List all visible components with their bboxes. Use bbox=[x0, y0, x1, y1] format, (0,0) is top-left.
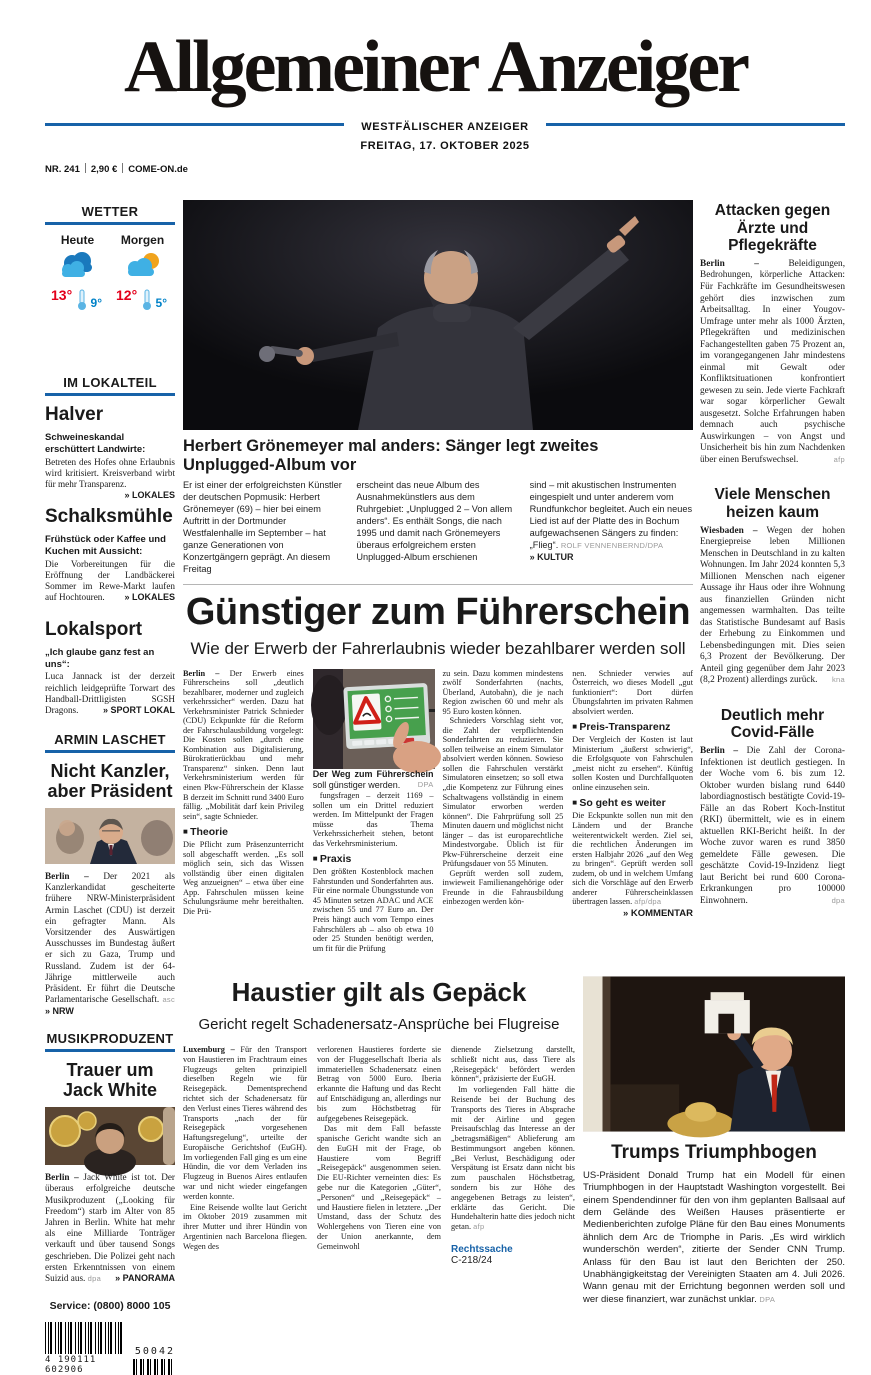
article-col-3 bbox=[451, 1045, 575, 1266]
section-ref: » KOMMENTAR bbox=[622, 907, 693, 919]
caption-col-3 bbox=[530, 480, 693, 576]
left-sidebar bbox=[45, 192, 175, 1375]
dateline: Wiesbaden – bbox=[700, 525, 758, 536]
date-label: FREITAG, 17. OKTOBER 2025 bbox=[360, 140, 530, 153]
article-subhead: ■ Theorie bbox=[183, 826, 304, 838]
case-label: Rechtssache bbox=[451, 1243, 513, 1255]
local-item-title: Schalksmühle bbox=[45, 505, 173, 527]
groenemeyer-headline: Herbert Grönemeyer mal anders: Sänger legt zweites Unplugged-Album vor bbox=[183, 437, 599, 474]
tomorrow-low-temp: 5° bbox=[155, 296, 167, 310]
article-text: Im vorliegenden Fall hätte die Reisende bei der Buchung des Transports des Tieres in Absprache mit der Airline und gegen Preisaufschlag das Interesse an der „betragsmäßigen“ Ablieferung am Bestimmungsort angeben können. „Bei Verlust, Beschädigung oder Verspätung ist Ersatz dann nicht bis zum pauschalen Höchstbetrag, sondern bis zur Höhe des angegebenen Betrags zu leisten“, erklärte das Gericht. Die Hundehalterin hatte dies jedoch nicht getan. bbox=[451, 1085, 575, 1232]
weather-today-label: Heute bbox=[60, 233, 95, 247]
article-text: Schnieders Vorschlag sieht vor, die Zahl der verpflichtenden Sonderfahrten zu reduzieren. Sie sollen teilweise an einem Simulator absolviert werden können. Sowieso sollen die Fahrschulen verstärkt Simulatoren einsetzen; so soll etwa „die Kompetenz zur Führung eines Schaltwagens vollständig in einem Simulator erworben werden können“. Die Fahrprüfung soll 25 Minuten dauern und möglichst nicht länger – das ist europarechtliche Mindestvorgabe. Üblich ist für Pkw-Führerscheine derzeit eine Prüfungsdauer von 55 Minuten. bbox=[442, 716, 564, 869]
groenemeyer-photo bbox=[183, 200, 693, 430]
article-text: Für den Transport von Haustieren im Frachtraum eines Flugzeugs gelten prinzipiell dieselben Regeln wie für Reisegepäck. Dementsprechend richtet sich der Schadenersatz für den Verlust eines Tieres während des Transports „nach der für Reisegepäck vorgesehenen Haftungsregelung“, urteilte der Europäische Gerichtshof (EuGH). Im vorliegenden Fall ging es um eine Hündin, die vor dem Verladen ins Flugzeug in Buenos Aires entlaufen war und nicht wieder eingefangen werden konnte. bbox=[183, 1045, 307, 1201]
right-article-heizen bbox=[700, 486, 845, 687]
photo-caption bbox=[313, 769, 434, 792]
issue-number: NR. 241 bbox=[45, 164, 80, 175]
article-subhead: ■ So geht es weiter bbox=[572, 797, 693, 809]
article-text: Die Zahl der Corona-Infektionen ist deutlich gestiegen. In der Woche vom 6. bis zum 12. Oktober wurden bislang rund 6440 labordiagnostisch bestätigte Covid-19-Fälle an das Robert Koch-Institut (RKI) übermittelt, wie es in einem aktuellen RKI-Bericht heißt. In der Woche zuvor waren es rund 3850 gemeldete Fälle gewesen. Die geschätzte Covid-19-Inzidenz liegt laut Bericht bei rund 600 Corona-Erkrankungen pro 100000 Einwohnern. bbox=[700, 746, 846, 906]
groenemeyer-caption bbox=[183, 480, 693, 576]
article-text: Eine Reisende wollte laut Gericht im Oktober 2019 zusammen mit ihrer Mutter und ihrer Hündin von Argentinien nach Barcelona fliegen. Wegen des bbox=[183, 1202, 307, 1251]
local-item-body: Die Vorbereitungen für die Eröffnung der Landbäckerei Sommer im Rewe-Markt laufen auf Hochtouren. bbox=[45, 558, 175, 602]
musik-kicker: MUSIKPRODUZENT bbox=[45, 1031, 175, 1052]
weather-section bbox=[45, 204, 175, 317]
tablet-photo bbox=[313, 669, 434, 769]
thermometer-icon bbox=[77, 289, 87, 311]
agency-credit: dpa bbox=[831, 895, 845, 905]
dateline: Berlin – bbox=[45, 870, 89, 881]
agency-credit: asc bbox=[162, 995, 176, 1005]
dateline: Berlin – bbox=[45, 1172, 79, 1183]
article-text: Den größten Kostenblock machen Fahrstunden und Sonderfahrten aus. Für eine normale Übungsstunde von 45 Minuten setzen ADAC und ACE zwischen 55 und 77 Euro an. Der Preis hängt auch vom Tempo eines Fahrschülers ab – also ob etwa 10 oder 25 Stunden benötigt werden, um fit für die Prüfung bbox=[312, 867, 434, 953]
article-subhead: ■ Preis-Transparenz bbox=[572, 721, 693, 733]
caption-col-2: erscheint das neue Album des Ausnahmekünstlers aus dem Ruhrgebiet: „Unplugged 2 – Von allem anders“. Es enthält Songs, die nach 1995 und damit nach Grönemeyers überaus erfolgreichem ersten Unplugged-Album erschienen bbox=[356, 480, 513, 562]
article-text: Der Vergleich der Kosten ist laut Ministerium „äußerst schwierig“, die Erfolgsquote von Fahrschulen „meist nicht zu ersehen“. Künftig sollen Kosten und Durchfallquoten online einzusehen sein. bbox=[572, 735, 693, 792]
laschet-kicker: ARMIN LASCHET bbox=[45, 732, 175, 753]
lokalteil-kicker: IM LOKALTEIL bbox=[45, 375, 175, 396]
case-reference bbox=[451, 1244, 575, 1266]
case-number: C-218/24 bbox=[451, 1254, 493, 1266]
laschet-teaser bbox=[45, 732, 175, 1017]
weather-kicker: WETTER bbox=[45, 204, 175, 225]
article-col-2 bbox=[317, 1045, 441, 1266]
haustier-headline: Haustier gilt als Gepäck bbox=[231, 977, 527, 1008]
laschet-body: Der 2021 als Kanzlerkandidat gescheiterte frühere NRW-Ministerpräsident Armin Laschet (CDU) ist derzeit ein gefragter Mann. Als Vorsitzender des Auswärtigen Ausschusses im Bundestag äußert er sich zu Gaza, Trump und Russland. Zudem ist der 64-Jährige mittlerweile auch Präsident. Er führt die Deutsche Parlamentarische Gesellschaft. bbox=[45, 870, 176, 1005]
barcode-bars-icon bbox=[45, 1322, 123, 1354]
agency-credit: kna bbox=[832, 675, 845, 685]
article-title: Attacken gegen Ärzte und Pflegekräfte bbox=[714, 202, 831, 255]
section-ref: » KULTUR bbox=[529, 551, 574, 562]
right-article-covid bbox=[700, 707, 845, 908]
issue-line bbox=[45, 163, 188, 175]
tomorrow-high-temp: 12° bbox=[116, 287, 138, 303]
local-item-lead: Frühstück oder Kaffee und Kuchen mit Aussicht: bbox=[45, 533, 166, 557]
haustier-article bbox=[183, 961, 575, 1306]
article-text: verlorenen Haustieres forderte sie von der Fluggesellschaft Iberia als immateriellen Schadenersatz einen Betrag von 5000 Euro. Iberia erkannte die Haftung und das Recht auf Entschädigung an, allerdings nur bis zum Höchstbetrag für aufgegebenes Reisegepäck. bbox=[317, 1045, 441, 1123]
fuehrerschein-article bbox=[183, 591, 693, 953]
price: 2,90 € bbox=[90, 164, 118, 175]
caption-col-3-text: sind – mit akustischen Instrumenten eingespielt und unter anderem vom Rundfunkchor begleitet. Auch ein neues Lied ist auf der Platte des in Bochum aufgewachsenen Sängers zu finden: „Flieg“. bbox=[529, 480, 693, 550]
trump-photo bbox=[583, 975, 845, 1133]
caption-text: soll günstiger werden. bbox=[312, 779, 401, 790]
barcode-digits: 4 190111 602906 bbox=[45, 1355, 97, 1375]
list-item bbox=[45, 619, 175, 716]
article-text: Die Eckpunkte sollen nun mit den Ländern und der Branche weiterentwickelt werden. Ziel sei, die rechtlichen Änderungen im ersten Halbjahr 2026 „auf den Weg zu bringen“. Geprüft werden soll zudem, ob und in welchem Umfang sich die Vorschläge auf den Erwerb anderer Führerscheinklassen übertragen lassen. bbox=[572, 811, 693, 907]
haustier-subhead: Gericht regelt Schadenersatz-Ansprüche bei Flugreise bbox=[198, 1016, 560, 1034]
agency-credit: afp bbox=[473, 1222, 485, 1232]
trump-article bbox=[583, 961, 845, 1306]
section-ref: » LOKALES bbox=[124, 591, 175, 602]
agency-credit: afp bbox=[833, 454, 845, 464]
edition-label: WESTFÄLISCHER ANZEIGER bbox=[361, 121, 529, 133]
masthead-rule-left bbox=[45, 123, 344, 126]
masthead bbox=[0, 0, 871, 192]
agency-credit: dpa bbox=[87, 1274, 102, 1284]
section-ref: » LOKALES bbox=[124, 489, 175, 500]
article-col-4 bbox=[572, 669, 693, 953]
website: COME-ON.de bbox=[128, 164, 188, 175]
dateline: Berlin – bbox=[183, 668, 220, 678]
article-text: nen. Schnieder verwies auf Österreich, wo dieses Modell „gut funktioniert“: Dort dürfen Übungsfahrten im privaten Rahmen absolviert werden. bbox=[572, 668, 693, 716]
newspaper-title: Allgemeiner Anzeiger bbox=[124, 26, 747, 108]
local-item-lead: Schweineskandal erschüttert Landwirte: bbox=[45, 432, 146, 455]
local-item-title: Halver bbox=[45, 404, 104, 425]
article-text: dienende Zielsetzung darstellt, schließt nicht aus, dass Tiere als ‚Reisegepäck‘ befördert werden können“, präzisierte der EuGH. bbox=[451, 1045, 575, 1084]
page-title: Günstiger zum Führerschein bbox=[185, 590, 691, 633]
caption-bold: Der Weg zum Führerschein bbox=[312, 768, 434, 779]
dateline: Berlin – bbox=[700, 258, 759, 269]
agency-credit: DPA bbox=[759, 1294, 776, 1304]
lokalteil-section bbox=[45, 375, 175, 716]
cloudy-icon bbox=[54, 250, 102, 282]
musik-teaser bbox=[45, 1031, 175, 1375]
local-item-title: Lokalsport bbox=[45, 618, 143, 640]
right-article-attacken bbox=[700, 202, 845, 466]
dateline: Luxemburg – bbox=[183, 1045, 235, 1055]
local-item-body: Betreten des Hofes ohne Erlaubnis wird kritisiert. Kreisverband wirbt für mehr Transparenz. bbox=[45, 456, 175, 489]
photo-credit: ROLF VENNENBERND/DPA bbox=[560, 540, 664, 550]
article-col-1 bbox=[183, 1045, 307, 1266]
dateline: Berlin – bbox=[700, 746, 738, 757]
barcode-code: 50042 bbox=[134, 1346, 175, 1358]
laschet-title: Nicht Kanzler, aber Präsident bbox=[47, 760, 173, 801]
today-low-temp: 9° bbox=[90, 296, 102, 310]
article-text: Die Pflicht zum Präsenzunterricht soll abgeschafft werden. „Es soll möglich sein, sich das Wissen vollständig über einen digitalen Weg anzueignen“ – etwa über eine App. Fahrschulen müssen keine Schulungsräume mehr bereithalten. Die Prü- bbox=[183, 840, 304, 916]
caption-col-1: Er ist einer der erfolgreichsten Künstler der deutschen Popmusik: Herbert Grönemeyer (69) – hier bei einem Auftritt in der Dortmunder Westfalenhalle im September – hat ganze Generationen von Konzertgängern geprägt. An diesem Freitag bbox=[183, 480, 342, 574]
laschet-photo bbox=[45, 808, 175, 864]
agency-credit: afp/dpa bbox=[634, 897, 662, 907]
fuehrerschein-subhead: Wie der Erwerb der Fahrerlaubnis wieder bezahlbarer werden soll bbox=[190, 638, 686, 658]
article-col-1 bbox=[183, 669, 304, 953]
thermometer-icon bbox=[142, 289, 152, 311]
list-item bbox=[45, 506, 175, 603]
article-text: Wegen der hohen Energiepreise leben Millionen Menschen in Deutschland in zu kalten Wohnungen. Im Jahr 2024 konnten 5,3 Millionen Menschen nach eigener Aussage ihr Haus oder ihre Wohnung aus finanziellen Gründen nicht angemessen warmhalten. Das teilte das Statistische Bundesamt auf Basis der Erhebung zu Einkommen und Lebensbedingungen mit. Dies seien 6,3 Prozent der Bevölkerung. Der Anteil ging gegenüber dem Jahr 2023 (8,2 Prozent) allerdings zurück. bbox=[700, 525, 845, 686]
section-ref: » PANORAMA bbox=[115, 1273, 175, 1284]
today-high-temp: 13° bbox=[51, 287, 73, 303]
photo-credit: DPA bbox=[417, 779, 434, 789]
article-col-3 bbox=[443, 669, 564, 953]
right-sidebar bbox=[700, 192, 845, 953]
article-title: Viele Menschen heizen kaum bbox=[714, 486, 831, 521]
article-text: zu sein. Dazu kommen mindestens zwölf Sonderfahrten (nachts, Überland, Autobahn), die je nach Region zwischen 60 und mehr als 95 Euro kosten können. bbox=[442, 668, 564, 716]
main-column bbox=[183, 192, 693, 953]
list-item bbox=[45, 404, 175, 500]
article-text: Geprüft werden soll zudem, inwieweit Familienangehörige oder Freunde in die Fahrausbildung einbezogen werden kön- bbox=[442, 868, 564, 907]
masthead-rule-right bbox=[546, 123, 845, 126]
article-text: fungsfragen – derzeit 1169 – sollen um ein Drittel reduziert werden. Im Mittelpunkt der Fragen müsse das Thema Verkehrssicherheit stehen, betont das Verkehrsministerium. bbox=[312, 791, 434, 848]
sun-cloud-icon bbox=[119, 250, 167, 282]
jack-white-photo bbox=[45, 1107, 175, 1165]
section-divider bbox=[183, 584, 693, 585]
trump-headline: Trumps Triumphbogen bbox=[611, 1142, 817, 1164]
section-ref: » NRW bbox=[45, 1005, 74, 1016]
article-text: US-Präsident Donald Trump hat ein Modell für einen Triumphbogen in der Hauptstadt Washington vorgestellt. Bei einem Spendendinner für den von ihm geplanten Ballsaal auf dem Gelände des Weißen Hauses präsentierte er Medienberichten zufolge Pläne für den Bau eines Monuments ähnlich dem Arc de Triomphe in Paris. „Es wird wirklich wunderschön werden“, zitierte der Sender CNN Trump. Anlass für den Bau ist laut den Berichten der 250. Unabhängigkeitstag der Vereinigten Staaten am 4. Juli 2026. Wann genau mit der Errichtung begonnen werden soll und wer diese finanziert, war zunächst unklar. bbox=[583, 1170, 845, 1305]
article-text: Beleidigungen, Bedrohungen, körperliche Attacken: Für Fachkräfte im Gesundheitswesen gehört dies inzwischen zum Arbeitsalltag. In einer Yougov-Umfrage unter mehr als 1000 Ärzten, Pflegekräften und medizinischen Fachangestellten gaben 75 Prozent an, im vorangegangenen Jahr mindestens einmal mit Gewalt oder Konfliktsituationen konfrontiert gewesen zu sein. Jede vierte Fachkraft war sogar körperlicher Gewalt ausgesetzt. Solche Erfahrungen haben demnach auch psychische Auswirkungen – von Angst und Unsicherheit bis hin zum Nachdenken über einen Berufswechsel. bbox=[700, 258, 846, 465]
weather-tomorrow-label: Morgen bbox=[120, 233, 165, 247]
article-text: Der Erwerb eines Führerscheins soll „deutlich bezahlbarer, moderner und zugleich verkehrssicher“ werden. Dazu hat Verkehrsminister Patrick Schnieder (CDU) Eckpunkte für die Reform der Fahrschulausbildung vorgelegt: Die Kosten sollen „durch eine Kombination aus Digitalisierung, Bürokratierückbau und mehr Transparenz“ sinken. Denn laut Verkehrsministerium werden für einen Pkw-Führerschein der Klasse B derzeit im Schnitt rund 3400 Euro fällig. „Mobilität darf kein Privileg sein“, sagte Schnieder. bbox=[183, 668, 304, 821]
article-subhead: ■ Praxis bbox=[313, 853, 434, 865]
barcode bbox=[45, 1322, 175, 1375]
musik-body: Jack White ist tot. Der überaus erfolgreiche deutsche Musikproduzent („Looking für Freedom“) starb im Alter von 85 Jahren in Berlin. White hat mehr als eine Milliarde Tonträger verkauft und über tausend Songs geschrieben. Die Polizei geht nach ersten Erkenntnissen von einem Suizid aus. bbox=[45, 1172, 175, 1284]
article-col-2 bbox=[313, 669, 434, 953]
local-item-lead: „Ich glaube ganz fest an uns“: bbox=[45, 646, 155, 670]
barcode-bars-small-icon bbox=[133, 1359, 175, 1375]
article-title: Deutlich mehr Covid-Fälle bbox=[720, 706, 825, 742]
section-ref: » SPORT LOKAL bbox=[102, 704, 175, 715]
article-text: Das mit dem Fall befasste spanische Gericht wandte sich an den EuGH mit der Frage, ob Haustiere vom Begriff „Reisegepäck“ ausgenommen seien. Die EU-Richter verneinten dies: Es gebe nur die Kategorien „Güter“, „Personen“ und „Reisegepäck“ – und Haustiere fielen in letztere. „Der Umstand, dass der Schutz des Wohlergehens von Tieren eine von der Union anerkannte, dem Gemeinwohl bbox=[317, 1124, 441, 1251]
service-phone: Service: (0800) 8000 105 bbox=[49, 1300, 171, 1313]
local-item-body: Luca Jannack ist der derzeit reichlich leidgeprüfte Torwart des Handball-Drittligisten SGSH Dragons. bbox=[45, 671, 175, 715]
musik-title: Trauer um Jack White bbox=[62, 1059, 158, 1100]
